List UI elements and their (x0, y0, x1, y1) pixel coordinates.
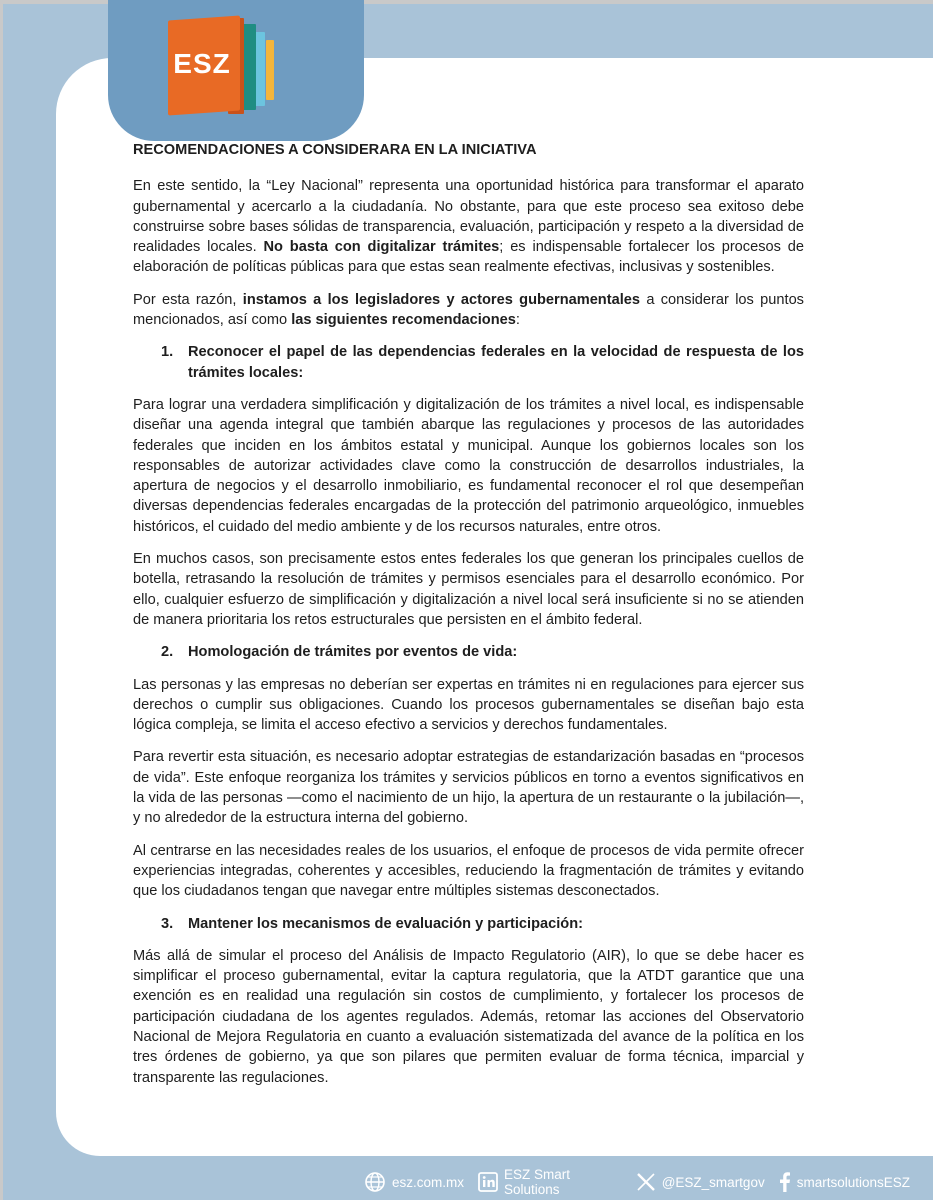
recommendation-1 (133, 342, 804, 383)
footer-facebook[interactable] (779, 1172, 910, 1192)
logo-text: ESZ (173, 48, 231, 79)
list-title: Mantener los mecanismos de evaluación y participación: (188, 915, 583, 932)
x-logo-icon (636, 1172, 656, 1192)
paragraph-bottlenecks: En muchos casos, son precisamente estos entes federales los que generan los principales cuellos de botella, retrasando la resolución de trámites y permisos esenciales para el desarrollo económico. Por ello, cualquier esfuerzo de simplificación y digitalización a nivel local será insuficiente si no se atienden de manera prioritaria los retos estructurales que persisten en el ámbito federal. (133, 551, 804, 628)
section-heading: RECOMENDACIONES A CONSIDERARA EN LA INICIATIVA (133, 142, 537, 158)
linkedin-text: ESZ Smart Solutions (504, 1167, 571, 1197)
footer-linkedin[interactable] (478, 1167, 622, 1197)
facebook-icon (779, 1172, 791, 1192)
list-number: 3. (161, 915, 174, 932)
esz-logo (168, 14, 280, 116)
bold-text: las siguientes recomendaciones (291, 312, 516, 329)
linkedin-icon (478, 1172, 498, 1192)
recommendation-2 (133, 642, 804, 662)
recommendation-3 (133, 914, 804, 934)
paragraph-call: Por esta razón, instamos a los legisladores y actores gubernamentales a considerar los puntos mencionados, así como las siguientes recomendaciones: (133, 291, 804, 329)
bold-text: instamos a los legisladores y actores gubernamentales (242, 291, 640, 308)
footer-website[interactable] (364, 1171, 464, 1193)
x-handle-text: @ESZ_smartgov (661, 1174, 765, 1190)
list-title: Homologación de trámites por eventos de vida: (188, 644, 518, 661)
paragraph-life-events: Para revertir esta situación, es necesario adoptar estrategias de estandarización basadas en “procesos de vida”. Este enfoque reorganiza los trámites y servicios públicos en torno a eventos significativos en la vida de las personas —como el nacimiento de un hijo, la apertura de un restaurante o la jubilación—, y no alrededor de la estructura interna del gobierno. (133, 749, 804, 827)
logo-strip-teal (242, 24, 256, 110)
globe-icon (364, 1171, 386, 1193)
list-number: 1. (161, 344, 174, 361)
logo-strip-lightblue (255, 32, 265, 106)
bold-text: No basta con digitalizar trámites (263, 239, 500, 256)
paragraph-federal: Para lograr una verdadera simplificación y digitalización de los trámites a nivel local, es indispensable diseñar una agenda integral que también abarque las regulaciones y procesos de las autoridades federales que inciden en los ámbitos estatal y municipal. Aunque los gobiernos locales son los responsables de autorizar actividades clave como la construcción de desarrollos industriales, la apertura de negocios y el desarrollo inmobiliario, es fundamental reconocer el rol que desempeñan diversas dependencias federales encargadas de la protección del patrimonio arqueológico, inmuebles históricos, el cuidado del medio ambiente y de los recursos naturales, entre otros. (133, 396, 804, 535)
website-text: esz.com.mx (392, 1174, 465, 1190)
paragraph-intro: En este sentido, la “Ley Nacional” representa una oportunidad histórica para transformar el aparato gubernamental y acercarlo a la ciudadanía. No obstante, para que este proceso sea exitoso debe construirse sobre bases sólidas de transparencia, evaluación, participación y respeto a la diversidad de realidades locales. No basta con digitalizar trámites; es indispensable fortalecer los procesos de elaboración de políticas públicas para que estas sean realmente efectivas, inclusivas y sostenibles. (133, 178, 804, 276)
facebook-text: smartsolutionsESZ (796, 1174, 910, 1190)
paragraph-people: Las personas y las empresas no deberían ser expertas en trámites ni en regulaciones para ejercer sus derechos o cumplir sus obligaciones. Cuando los procesos gubernamentales se diseñan bajo esta lógica compleja, se limita el acceso efectivo a servicios y derechos fundamentales. (133, 676, 804, 734)
left-border (0, 0, 3, 1200)
footer-contacts (364, 1167, 924, 1197)
footer-x[interactable] (636, 1172, 765, 1192)
list-title: Reconocer el papel de las dependencias federales en la velocidad de respuesta de los trámites locales: (188, 344, 804, 381)
paragraph-evaluation: Más allá de simular el proceso del Análisis de Impacto Regulatorio (AIR), lo que se debe hacer es simplificar el proceso gubernamental, evitar la captura regulatoria, que la ATDT garantice que una exención es en realidad una regulación sin costos de cumplimiento, y fortalecer los procesos de participación ciudadana de los agentes regulados. Además, retomar las acciones del Observatorio Nacional de Mejora Regulatoria en cuanto a evaluación sistematizada del avance de la política en los tres órdenes de gobierno, ya que son pilares que permiten evaluar de forma técnica, imparcial y transparente las regulaciones. (133, 947, 804, 1086)
document-body (133, 139, 804, 1088)
list-number: 2. (161, 644, 174, 661)
logo-strip-yellow (266, 40, 274, 100)
paragraph-users: Al centrarse en las necesidades reales de los usuarios, el enfoque de procesos de vida permite ofrecer experiencias integradas, coherentes y accesibles, reduciendo la fragmentación de trámites y evitando que los ciudadanos tengan que navegar entre múltiples sistemas desconectados. (133, 842, 804, 900)
